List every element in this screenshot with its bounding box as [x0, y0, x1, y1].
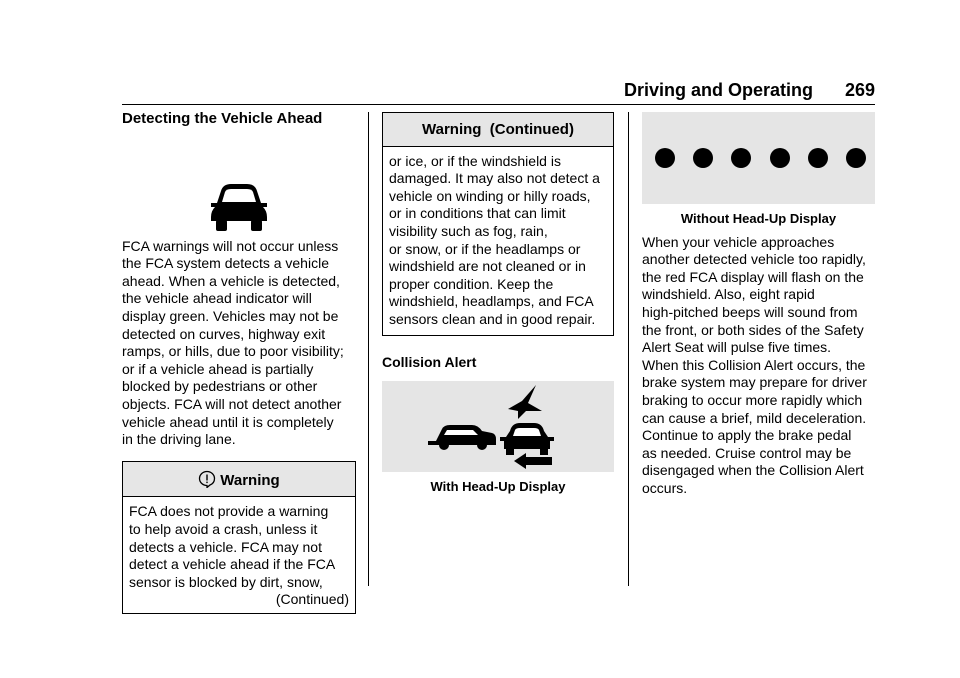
warning-body	[383, 147, 613, 335]
text-line: another detected vehicle too rapidly,	[642, 251, 866, 268]
text-line: ramps, or hills, due to poor visibility;	[122, 343, 344, 360]
text-line: FCA does not provide a warning	[129, 503, 329, 520]
text-line: vehicle ahead until it is completely	[122, 413, 334, 430]
warning-body	[123, 497, 355, 613]
text-line: FCA warnings will not occur unless	[122, 237, 339, 254]
chapter-title: Driving and Operating	[623, 80, 813, 100]
text-line: or if a vehicle ahead is partially	[122, 360, 314, 377]
vehicle-ahead-icon	[122, 128, 356, 238]
warning-title: Warning	[220, 471, 280, 489]
text-line: sensors clean and in good repair.	[389, 310, 596, 327]
text-line: the front, or both sides of the Safety	[642, 321, 864, 338]
figure-caption: With Head-Up Display	[430, 479, 566, 495]
warning-header	[383, 113, 613, 147]
section-title: Detecting the Vehicle Ahead	[122, 110, 323, 127]
text-line: detects a vehicle. FCA may not	[129, 538, 322, 555]
warning-box	[122, 461, 356, 614]
text-line: ahead. When a vehicle is detected,	[122, 272, 340, 289]
text-line: to help avoid a crash, unless it	[129, 520, 318, 537]
header-rule	[122, 104, 875, 105]
no-hud-figure	[642, 112, 875, 204]
text-line: or ice, or if the windshield is	[389, 152, 561, 169]
text-line: vehicle on winding or hilly roads,	[389, 187, 591, 204]
warning-box-continued	[382, 112, 614, 336]
text-line: visibility such as fog, rain,	[389, 222, 548, 239]
text-line: objects. FCA will not detect another	[122, 395, 342, 412]
text-line: or snow, or if the headlamps or	[389, 240, 581, 257]
text-line: blocked by pedestrians or other	[122, 378, 318, 395]
column-1	[122, 110, 356, 614]
text-line: detect a vehicle ahead if the FCA	[129, 556, 336, 573]
subheading: Collision Alert	[382, 353, 477, 370]
text-line: the vehicle ahead indicator will	[122, 290, 312, 307]
led-dots-icon	[650, 143, 870, 173]
text-line: in the driving lane.	[122, 431, 236, 448]
text-line: Continue to apply the brake pedal	[642, 427, 852, 444]
column-2	[382, 112, 614, 496]
text-line: detected on curves, highway exit	[122, 325, 326, 342]
text-line: windshield, headlamps, and FCA	[389, 293, 594, 310]
text-line: windshield. Also, eight rapid	[642, 286, 815, 303]
text-line: disengaged when the Collision Alert	[642, 462, 864, 479]
column-divider-1	[368, 112, 369, 586]
column-3	[642, 112, 875, 498]
text-line: damaged. It may also not detect a	[389, 170, 600, 187]
text-line: windshield are not cleaned or in	[389, 258, 586, 275]
text-line: as needed. Cruise control may be	[642, 444, 852, 461]
figure-caption: Without Head-Up Display	[680, 211, 837, 226]
body-text	[642, 234, 875, 498]
continued-label: (Continued)	[275, 591, 349, 608]
text-line: sensor is blocked by dirt, snow,	[129, 573, 323, 590]
text-line: or in conditions that can limit	[389, 205, 566, 222]
text-line: When your vehicle approaches	[642, 233, 835, 250]
text-line: display green. Vehicles may not be	[122, 307, 339, 324]
page-number: 269	[844, 80, 875, 100]
warning-icon	[198, 470, 216, 488]
text-line: can cause a brief, mild deceleration.	[642, 409, 867, 426]
column-divider-2	[628, 112, 629, 586]
text-line: the red FCA display will flash on the	[642, 268, 864, 285]
text-line: high-pitched beeps will sound from	[642, 303, 858, 320]
page-header	[122, 80, 875, 106]
warning-header	[123, 462, 355, 498]
text-line: the FCA system detects a vehicle	[122, 255, 329, 272]
text-line: proper condition. Keep the	[389, 275, 554, 292]
body-text	[122, 238, 356, 449]
text-line: When this Collision Alert occurs, the	[642, 356, 866, 373]
text-line: Alert Seat will pulse five times.	[642, 339, 832, 356]
text-line: brake system may prepare for driver	[642, 374, 867, 391]
warning-title: Warning (Continued)	[422, 121, 574, 138]
text-line: braking to occur more rapidly which	[642, 391, 863, 408]
hud-figure	[382, 381, 614, 472]
text-line: occurs.	[642, 479, 688, 496]
collision-alert-icon	[426, 383, 566, 471]
